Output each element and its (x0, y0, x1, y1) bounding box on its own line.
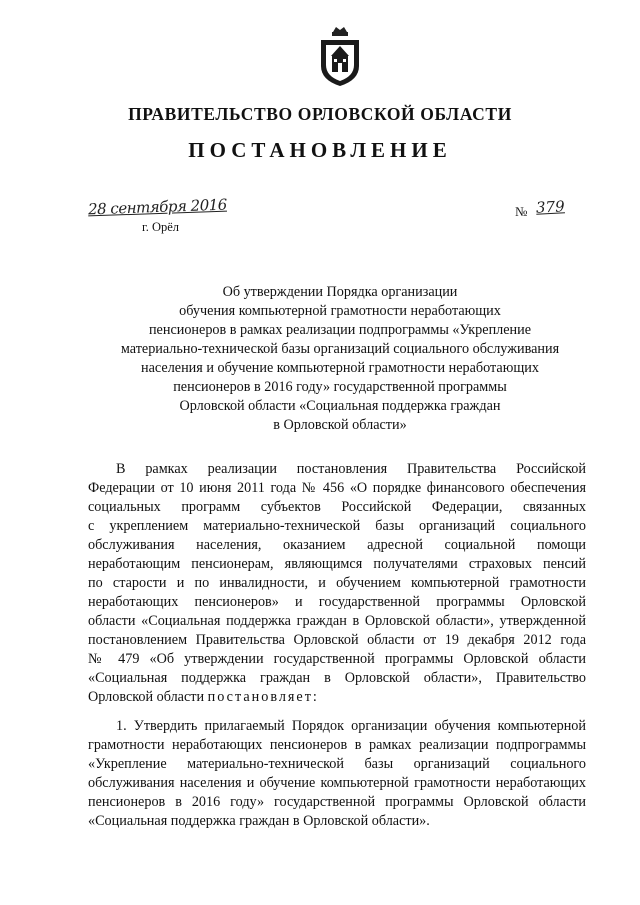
organization-title: ПРАВИТЕЛЬСТВО ОРЛОВСКОЙ ОБЛАСТИ (128, 104, 512, 124)
title-line: Орловской области «Социальная поддержка граждан (179, 398, 501, 414)
title-line: пенсионеров в рамках реализации подпрограммы «Укрепление (148, 322, 532, 338)
paragraph-line: области «Социальная поддержка граждан в Орловской области», утвержденной (88, 613, 586, 629)
paragraph-line: «Социальная поддержка граждан в Орловской области». (88, 813, 430, 829)
title-line: Об утверждении Порядка организации (222, 284, 458, 300)
paragraph-line: В рамках реализации постановления Правительства Российской (116, 461, 586, 477)
paragraph-line: грамотности неработающих пенсионеров в рамках реализации подпрограммы (88, 737, 586, 753)
handwritten-date: 28 сентября 2016 (87, 195, 228, 219)
paragraph-line: постановлением Правительства Орловской области от 19 декабря 2012 года (88, 632, 586, 648)
paragraph-line: с укреплением материально-технической базы организаций социального (88, 518, 586, 534)
paragraph-line: обслуживания населения и обучение компьютерной грамотности неработающих (88, 775, 586, 791)
paragraph-line: Федерации от 10 июня 2011 года № 456 «О порядке финансового обеспечения (88, 480, 586, 496)
title-line: в Орловской области» (273, 417, 407, 433)
document-type: ПОСТАНОВЛЕНИЕ (188, 138, 452, 162)
title-line: обучения компьютерной грамотности неработающих (179, 303, 501, 319)
paragraph-line: № 479 «Об утверждении государственной программы Орловской области (88, 651, 586, 667)
paragraph-line: пенсионеров в 2016 году» государственной программы Орловской области (88, 794, 586, 810)
document-title (80, 283, 600, 435)
paragraph-line: по старости и по инвалидности, и обучением компьютерной грамотности (88, 575, 586, 591)
paragraph-line: обслуживания населения, оказанием адресной социальной помощи (88, 537, 586, 553)
paragraph-line: социальных программ субъектов Российской Федерации, связанных (88, 499, 586, 515)
clause-1-paragraph (88, 717, 586, 831)
paragraph-line: неработающих пенсионеров» и государственной программы Орловской (88, 594, 586, 610)
title-line: населения и обучение компьютерной грамотности неработающих (141, 360, 539, 376)
paragraph-line-last (88, 688, 586, 707)
number-label: № (515, 204, 528, 219)
paragraph-line: «Социальная поддержка граждан в Орловской области», Правительство (88, 670, 586, 686)
coat-of-arms-icon (317, 26, 363, 88)
preamble-paragraph (88, 460, 586, 707)
resolution-keyword: постановляет: (207, 689, 319, 705)
paragraph-line: 1. Утвердить прилагаемый Порядок организации обучения компьютерной (116, 718, 586, 734)
title-line: пенсионеров в 2016 году» государственной программы (173, 379, 507, 395)
city-label: г. Орёл (142, 220, 180, 234)
title-line: материально-технической базы организаций социального обслуживания (120, 341, 560, 357)
paragraph-text: Орловской области (88, 689, 205, 705)
paragraph-line: «Укрепление материально-технической базы организаций социального (88, 756, 586, 772)
paragraph-line: неработающим пенсионерам, являющимся получателями страховых пенсий (88, 556, 586, 572)
handwritten-number: 379 (535, 197, 566, 217)
